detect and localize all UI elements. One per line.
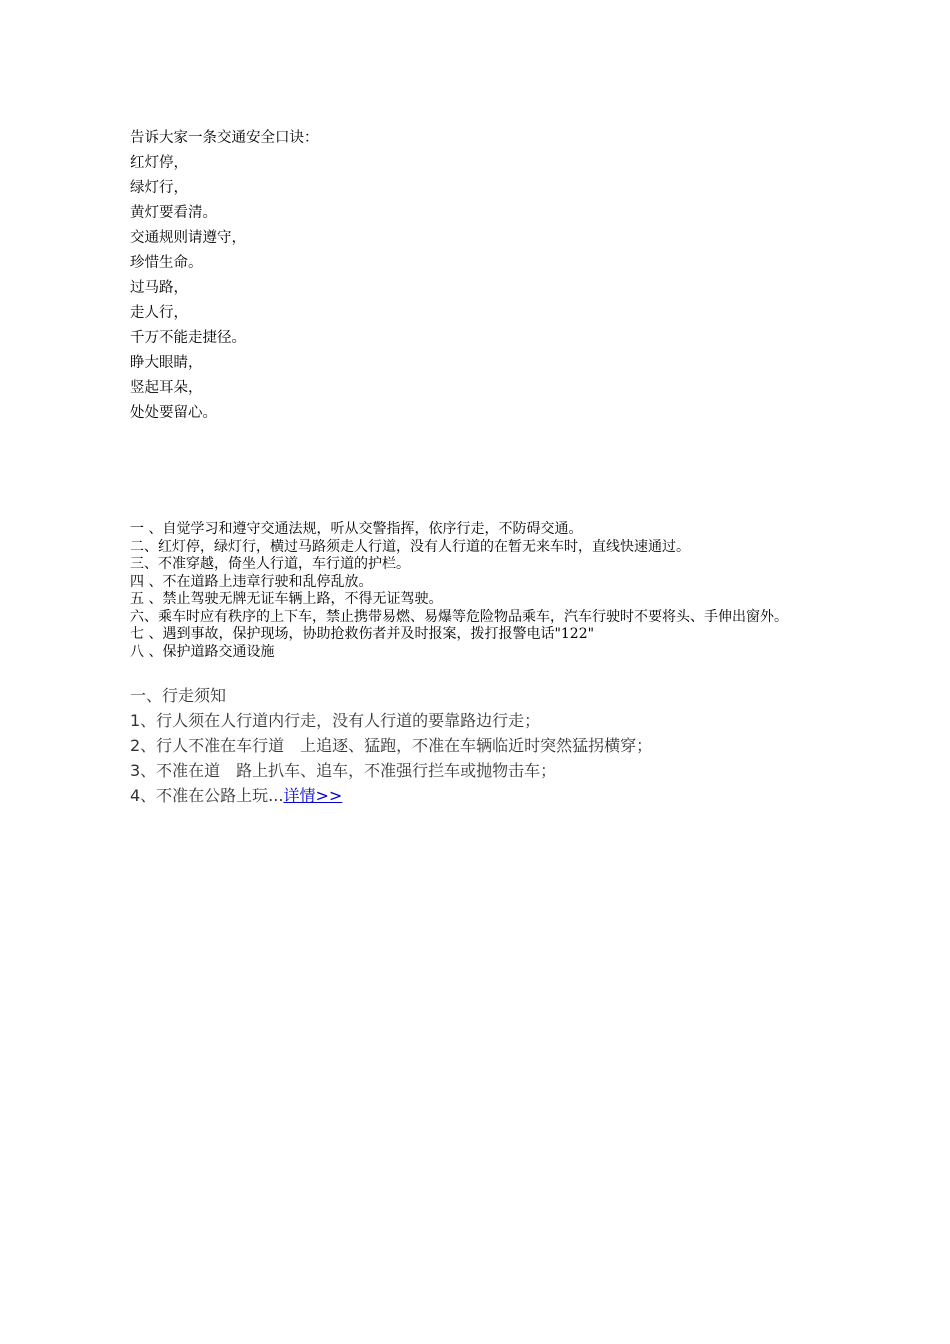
traffic-safety-rhyme bbox=[130, 126, 830, 426]
rule-item: 二、红灯停，绿灯行，横过马路须走人行道，没有人行道的在暂无来车时，直线快速通过。 bbox=[130, 538, 690, 555]
rhyme-line: 睁大眼睛， bbox=[130, 355, 203, 371]
notice-heading: 一、行走须知 bbox=[130, 686, 227, 705]
rhyme-line: 走人行， bbox=[130, 305, 188, 321]
rhyme-intro: 告诉大家一条交通安全口诀： bbox=[130, 130, 319, 146]
rhyme-line: 处处要留心。 bbox=[130, 405, 217, 421]
notice-item: 1、行人须在人行道内行走，没有人行道的要靠路边行走； bbox=[130, 711, 541, 730]
rule-item: 七 、遇到事故，保护现场，协助抢救伤者并及时报案，拨打报警电话"122" bbox=[130, 626, 595, 642]
rhyme-line: 千万不能走捷径。 bbox=[130, 330, 246, 346]
rule-item: 六、乘车时应有秩序的上下车，禁止携带易燃、易爆等危险物品乘车，汽车行驶时不要将头、手伸出窗外。 bbox=[130, 608, 788, 625]
traffic-rules-list bbox=[130, 521, 930, 661]
rhyme-line: 红灯停， bbox=[130, 155, 188, 171]
rule-item: 五 、禁止驾驶无牌无证车辆上路，不得无证驾驶。 bbox=[130, 591, 443, 607]
rule-item: 四 、不在道路上违章行驶和乱停乱放。 bbox=[130, 573, 373, 590]
notice-item: 2、行人不准在车行道 上追逐、猛跑，不准在车辆临近时突然猛拐横穿； bbox=[130, 736, 653, 755]
rhyme-line: 绿灯行， bbox=[130, 180, 188, 196]
notice-item-last bbox=[130, 783, 890, 808]
rhyme-line: 黄灯要看清。 bbox=[130, 205, 217, 221]
rhyme-line: 竖起耳朵， bbox=[130, 380, 203, 396]
rhyme-line: 过马路， bbox=[130, 280, 188, 296]
rhyme-line: 珍惜生命。 bbox=[130, 255, 203, 271]
rule-item: 一 、自觉学习和遵守交通法规，听从交警指挥，依序行走，不防碍交通。 bbox=[130, 521, 583, 537]
notice-item: 3、不准在道 路上扒车、追车，不准强行拦车或抛物击车； bbox=[130, 761, 557, 780]
rule-item: 八 、保护道路交通设施 bbox=[130, 643, 275, 660]
notice-item-text: 4、不准在公路上玩... bbox=[130, 786, 284, 805]
walking-notice-section bbox=[130, 683, 890, 808]
rhyme-line: 交通规则请遵守， bbox=[130, 230, 246, 246]
details-link[interactable]: 详情>> bbox=[283, 786, 343, 805]
rule-item: 三、不准穿越，倚坐人行道，车行道的护栏。 bbox=[130, 556, 410, 572]
